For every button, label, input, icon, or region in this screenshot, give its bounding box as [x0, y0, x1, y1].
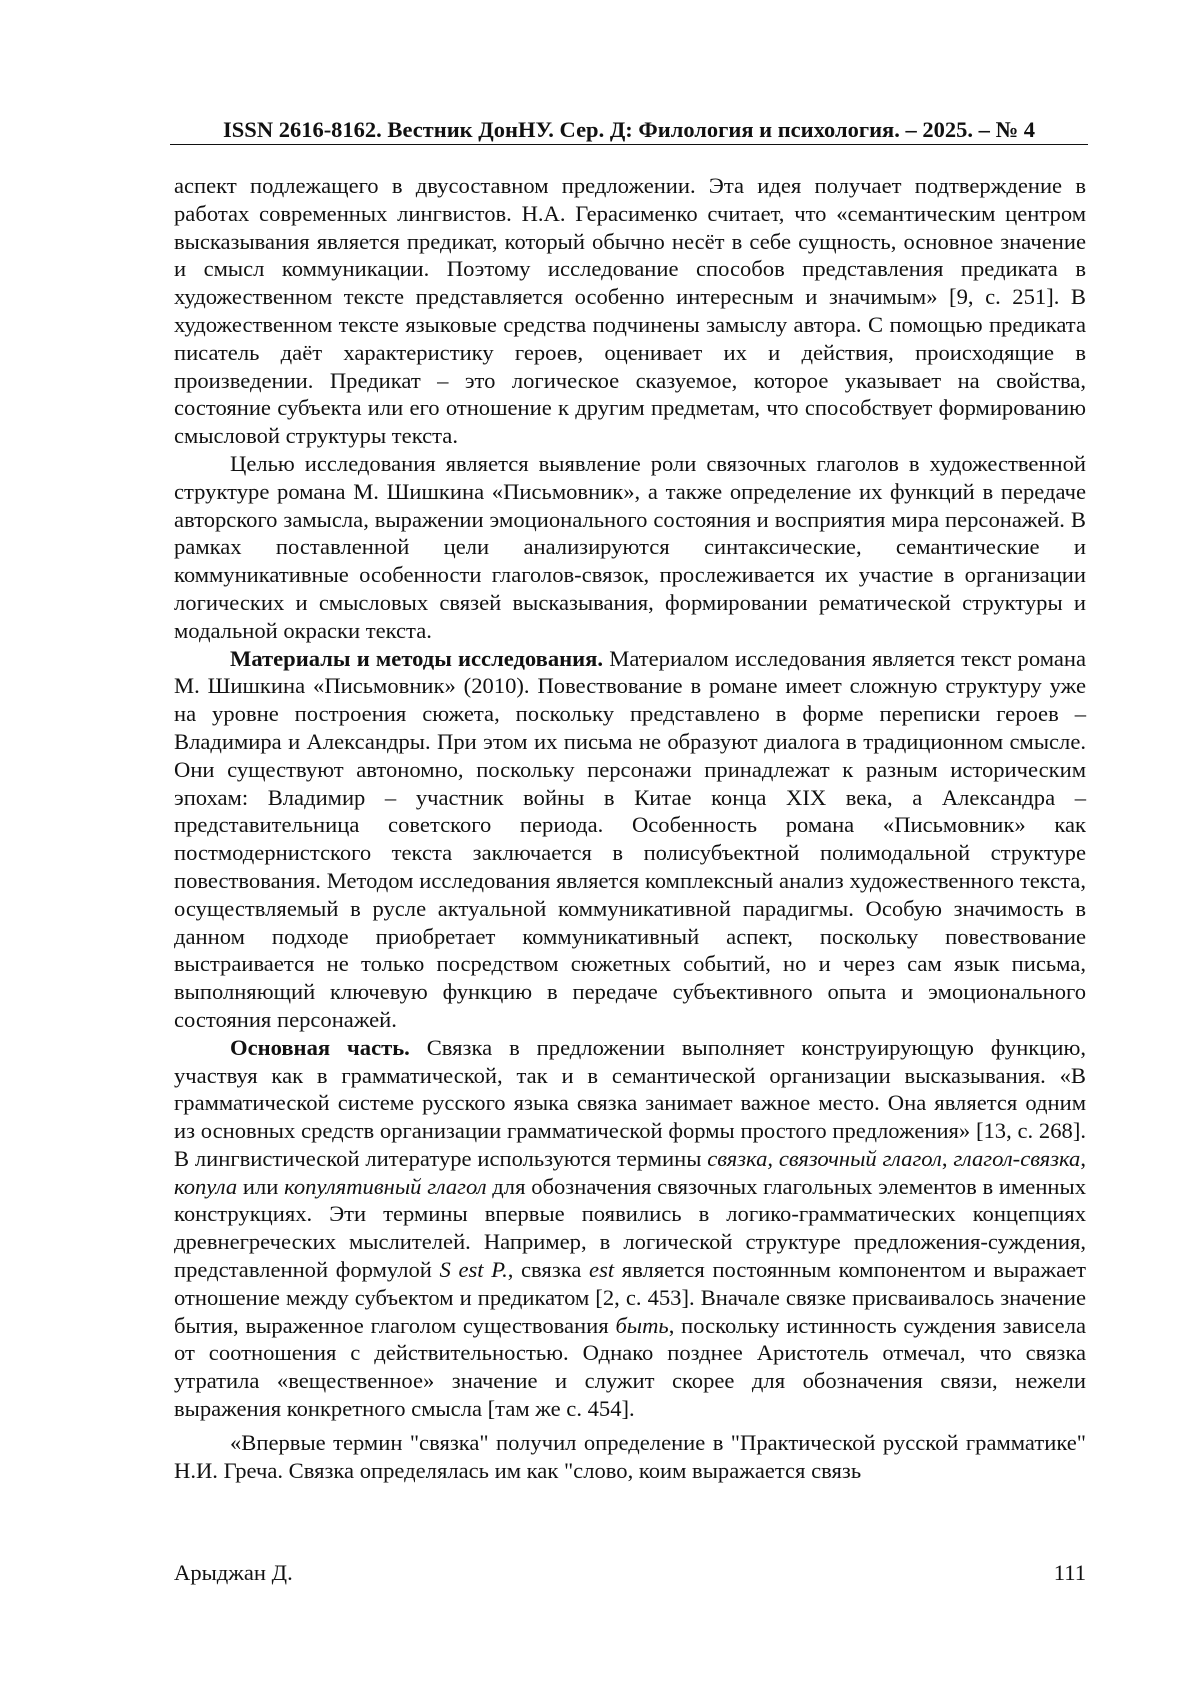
- paragraph-text: Связка в предложении выполняет конструирующую функцию, участвуя как в грамматической, так и в семантической организации высказывания. «В грамматической системе русского языка связка занимает важное место. Она является одним из основных средств организации грамматической формы простого предложения» [13, с. 268]. В лингвистической литературе используются термины: [174, 1034, 1086, 1171]
- section-heading: Материалы и методы исследования.: [230, 645, 604, 671]
- paragraph: [174, 1034, 1086, 1423]
- separator: ,: [767, 1145, 779, 1171]
- term: связка: [707, 1145, 768, 1171]
- paragraph: [174, 645, 1086, 1034]
- paragraph-text: Материалом исследования является текст романа М. Шишкина «Письмовник» (2010). Повествование в романе имеет сложную структуру уже на уровне построения сюжета, поскольку представлено в форме переписки героев – Владимира и Александры. При этом их письма не образуют диалога в традиционном смысле. Они существуют автономно, поскольку персонажи принадлежат к разным историческим эпохам: Владимир – участник войны в Китае конца XIX века, а Александра – представительница советского периода. Особенность романа «Письмовник» как постмодернистского текста заключается в полисубъектной полимодальной структуре повествования. Методом исследования является комплексный анализ художественного текста, осуществляемый в русле актуальной коммуникативной парадигмы. Особую значимость в данном подходе приобретает коммуникативный аспект, поскольку повествование выстраивается не только посредством сюжетных событий, но и через сам язык письма, выполняющий ключевую функцию в передаче субъективного опыта и эмоционального состояния персонажей.: [174, 645, 1086, 1032]
- paragraph: аспект подлежащего в двусоставном предложении. Эта идея получает подтверждение в работах современных лингвистов. Н.А. Герасименко считает, что «семантическим центром высказывания является предикат, который обычно несёт в себе сущность, основное значение и смысл коммуникации. Поэтому исследование способов представления предиката в художественном тексте представляется особенно интересным и значимым» [9, с. 251]. В художественном тексте языковые средства подчинены замыслу автора. С помощью предиката писатель даёт характеристику героев, оценивает их и действия, происходящие в произведении. Предикат – это логическое сказуемое, которое указывает на свойства, состояние субъекта или его отношение к другим предметам, что способствует формированию смысловой структуры текста.: [174, 173, 1086, 449]
- separator: ,: [941, 1145, 954, 1171]
- term: копула: [174, 1173, 238, 1199]
- paragraph-text: является постоянным компонентом и выражает отношение между субъектом и предикатом [2, с. 453]. Вначале связке присваивалось значение бытия, выраженное глаголом существования: [174, 1257, 1087, 1338]
- term: глагол-связка: [953, 1145, 1081, 1171]
- term: копулятивный глагол: [284, 1173, 487, 1199]
- term: быть: [615, 1312, 669, 1338]
- article-body: [174, 172, 1086, 1484]
- formula: S est P.: [439, 1257, 508, 1283]
- separator: или: [237, 1173, 285, 1199]
- paragraph: «Впервые термин "связка" получил определение в "Практической русской грамматике" Н.И. Греча. Связка определялась им как "слово, коим выражается связь: [174, 1429, 1086, 1483]
- page-number: 111: [1053, 1560, 1086, 1585]
- footer-author: Арыджан Д.: [174, 1560, 293, 1585]
- section-heading: Основная часть.: [230, 1034, 410, 1060]
- separator: ,: [1080, 1145, 1087, 1171]
- paragraph: Целью исследования является выявление роли связочных глаголов в художественной структуре романа М. Шишкина «Письмовник», а также определение их функций в передаче авторского замысла, выражении эмоционального состояния и восприятия мира персонажей. В рамках поставленной цели анализируются синтаксические, семантические и коммуникативные особенности глаголов-связок, прослеживается их участие в организации логических и смысловых связей высказывания, формировании рематической структуры и модальной окраски текста.: [174, 450, 1086, 643]
- paragraph-text: , поскольку истинность суждения зависела от соотношения с действительностью. Однако позднее Аристотель отмечал, что связка утратила «вещественное» значение и служит скорее для обозначения связи, нежели выражения конкретного смысла [там же с. 454].: [174, 1312, 1086, 1422]
- paragraph-text: , связка: [507, 1257, 590, 1283]
- term: связочный глагол: [778, 1145, 942, 1171]
- running-header: ISSN 2616-8162. Вестник ДонНУ. Сер. Д: Филология и психология. – 2025. – № 4: [170, 116, 1088, 145]
- paragraph-text: для обозначения связочных глагольных элементов в именных конструкциях. Эти термины впервые появились в логико-грамматических концепциях древнегреческих мыслителей. Например, в логической структуре предложения-суждения, представленной формулой: [174, 1173, 1086, 1283]
- term: est: [589, 1257, 615, 1283]
